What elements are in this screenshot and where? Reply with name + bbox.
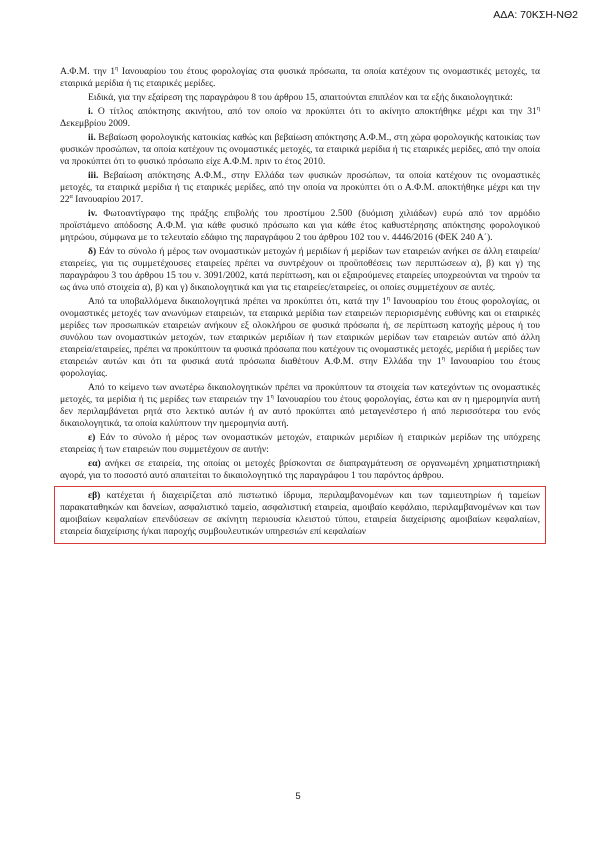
item-label: iii. <box>88 170 99 181</box>
paragraph-holders <box>60 382 540 430</box>
text-run: Ιανουαρίου του έτους φορολογίας, έστω και αν η ημερομηνία αυτή δεν περιλαμβάνεται ρητά στο λεκτικό αυτών ή αν αυτό προκύπτει από μεταγενέστερο ή από περισσότερα του ενός δικαιολογητικά, τα οποία καλύπτουν την ημερομηνία αυτή. <box>60 394 540 429</box>
paragraph-2: Ειδικά, για την εξαίρεση της παραγράφου 8 του άρθρου 15, απαιτούνται επιπλέον και τα εξής δικαιολογητικά: <box>88 92 513 103</box>
item-ea <box>60 458 540 482</box>
text-run: Από το κείμενο των ανωτέρω δικαιολογητικών πρέπει να προκύπτουν τα στοιχεία των κατεχόντων τις ονομαστικές μετοχές, τα μερίδια ή τις μερίδες των εταιρειών την 1 <box>60 382 540 405</box>
text-run: Ο τίτλος απόκτησης ακινήτου, από τον οποίο να προκύπτει ότι το ακίνητο αποκτήθηκε μέχρι και την 31 <box>93 106 537 117</box>
item-e <box>60 432 540 456</box>
text-run: Εάν το σύνολο ή μέρος των ονομαστικών μετοχών ή μεριδίων ή μερίδων των εταιρειών ανήκει σε άλλη εταιρεία/εταιρείες, για τις συμμετέχουσες εταιρείες πρέπει να συντρέχουν οι προϋποθέσεις των περιπτώσεων α), β) και γ) της παραγράφου 3 του άρθρου 15 του ν. 3091/2002, κατά περίπτωση, και οι εξαιρούμενες εταιρείες υποχρεούνται να τηρούν τα ως άνω υπό στοιχεία α), β) και γ) δικαιολογητικά και για τις εταιρείες/εταιρείες, οι οποίες συμμετέχουν σε αυτές. <box>60 246 540 293</box>
text-run: Βεβαίωση φορολογικής κατοικίας καθώς και βεβαίωση απόκτησης Α.Φ.Μ., στη χώρα φορολογικής κατοικίας των φυσικών προσώπων, τα οποία κατέχουν τις ονομαστικές μετοχές, τα εταιρικά μερίδια ή τις εταιρικές μερίδες, από την οποία να προκύπτει ότι το φυσικό πρόσωπο είχε Α.Φ.Μ. πριν το έτος 2010. <box>60 132 540 167</box>
item-iii <box>60 170 540 206</box>
text-run: Ιανουαρίου του έτους φορολογίας, οι ονομαστικές μετοχές των ανωνύμων εταιρειών, τα εταιρικά μερίδια των εταιρειών περιορισμένης ευθύνης και οι εταιρικές μερίδες των προσωπικών εταιρειών ανήκουν εξ ολοκλήρου σε φυσικά πρόσωπα ή, σε περίπτωση κατοχής μέρους ή του συνόλου των ονομαστικών μετοχών, των εταιρικών μεριδίων ή των εταιρικών μερίδων των εταιρειών αυτών από άλλη εταιρεία/εταιρείες, πρέπει να προκύπτουν τα φυσικά πρόσωπα που κατέχουν τις ονομαστικές μετοχές, μερίδια ή μερίδες των εταιρειών αυτών και ότι τα φυσικά αυτά πρόσωπα διαθέτουν Α.Φ.Μ. στην Ελλάδα την 1 <box>60 296 540 367</box>
document-body <box>60 66 540 544</box>
text-run: Εάν το σύνολο ή μέρος των ονομαστικών μετοχών, εταιρικών μεριδίων ή εταιρικών μερίδων της υπόχρεης εταιρείας ή των εταιρειών που συμμετέχουν σε αυτήν: <box>60 432 540 455</box>
item-label: i. <box>88 106 94 117</box>
superscript: η <box>115 65 119 72</box>
text-run: ανήκει σε εταιρεία, της οποίας οι μετοχές βρίσκονται σε διαπραγμάτευση σε οργανωμένη χρηματιστηριακή αγορά, για το ποσοστό αυτό απαιτείται το δικαιολογητικό της παραγράφου 1 του παρόντος άρθρου. <box>60 458 540 481</box>
text-run: Α.Φ.Μ. την 1 <box>60 66 116 77</box>
highlight-box <box>54 486 546 544</box>
superscript: α <box>69 193 73 200</box>
item-eb <box>60 490 540 538</box>
item-label: εβ) <box>88 490 101 501</box>
item-label: ii. <box>88 132 96 143</box>
item-ii <box>60 132 540 168</box>
superscript: η <box>386 295 390 302</box>
item-d <box>60 246 540 294</box>
paragraph-1 <box>60 66 540 90</box>
text-run: Από τα υποβαλλόμενα δικαιολογητικά πρέπει να προκύπτει ότι, κατά την 1 <box>88 296 387 307</box>
text-run: Ιανουαρίου του έτους φορολογίας. <box>60 356 540 379</box>
ada-code: ΑΔΑ: 70ΚΣΗ-ΝΘ2 <box>493 9 578 21</box>
item-label: ε) <box>88 432 96 443</box>
page-number: 5 <box>295 791 301 802</box>
text-run: Ιανουαρίου του έτους φορολογίας στα φυσικά πρόσωπα, τα οποία κατέχουν τις ονομαστικές μετοχές, τα εταιρικά μερίδια ή τις εταιρικές μερίδες. <box>60 66 540 89</box>
superscript: η <box>441 355 445 362</box>
paragraph-requirements <box>60 296 540 380</box>
item-i <box>60 106 540 130</box>
superscript: η <box>270 393 274 400</box>
text-run: Βεβαίωση απόκτησης Α.Φ.Μ., στην Ελλάδα των φυσικών προσώπων, τα οποία κατέχουν τις ονομαστικές μετοχές, τα εταιρικά μερίδια ή τις εταιρικές μερίδες, από την οποία να προκύπτει ότι ο Α.Φ.Μ. αποκτήθηκε μέχρι και την 22 <box>60 170 540 205</box>
text-run: Φωτοαντίγραφο της πράξης επιβολής του προστίμου 2.500 (δυόμιση χιλιάδων) ευρώ από τον αρμόδιο προϊστάμενο απόδοσης Α.Φ.Μ. για κάθε φυσικό πρόσωπο και για κάθε έτος καθυστέρησης απόκτησης φορολογικού μητρώου, σύμφωνα με το τελευταίο εδάφιο της παραγράφου 2 του άρθρου 102 του ν. 4446/2016 (ΦΕΚ 240 Α΄). <box>60 208 540 243</box>
item-label: δ) <box>88 246 97 257</box>
text-run: Ιανουαρίου 2017. <box>72 194 144 205</box>
item-label: iv. <box>88 208 98 219</box>
text-run: κατέχεται ή διαχειρίζεται από πιστωτικό ίδρυμα, περιλαμβανομένων και των ταμιευτηρίων ή ταμείων παρακαταθηκών και δανείων, ασφαλιστικό ταμείο, ασφαλιστική εταιρεία, αμοιβαίο κεφάλαιο, περιλαμβανομένων και των αμοιβαίων κεφαλαίων επενδύσεων σε ακίνητη περιουσία κλειστού τύπου, εταιρεία διαχείρισης αμοιβαίων κεφαλαίων, εταιρεία διαχείρισης ή/και παροχής συμβουλευτικών υπηρεσιών επί κεφαλαίων <box>60 490 540 537</box>
item-iv <box>60 208 540 244</box>
item-label: εα) <box>88 458 101 469</box>
text-run: Δεκεμβρίου 2009. <box>60 118 130 129</box>
superscript: η <box>536 105 540 112</box>
